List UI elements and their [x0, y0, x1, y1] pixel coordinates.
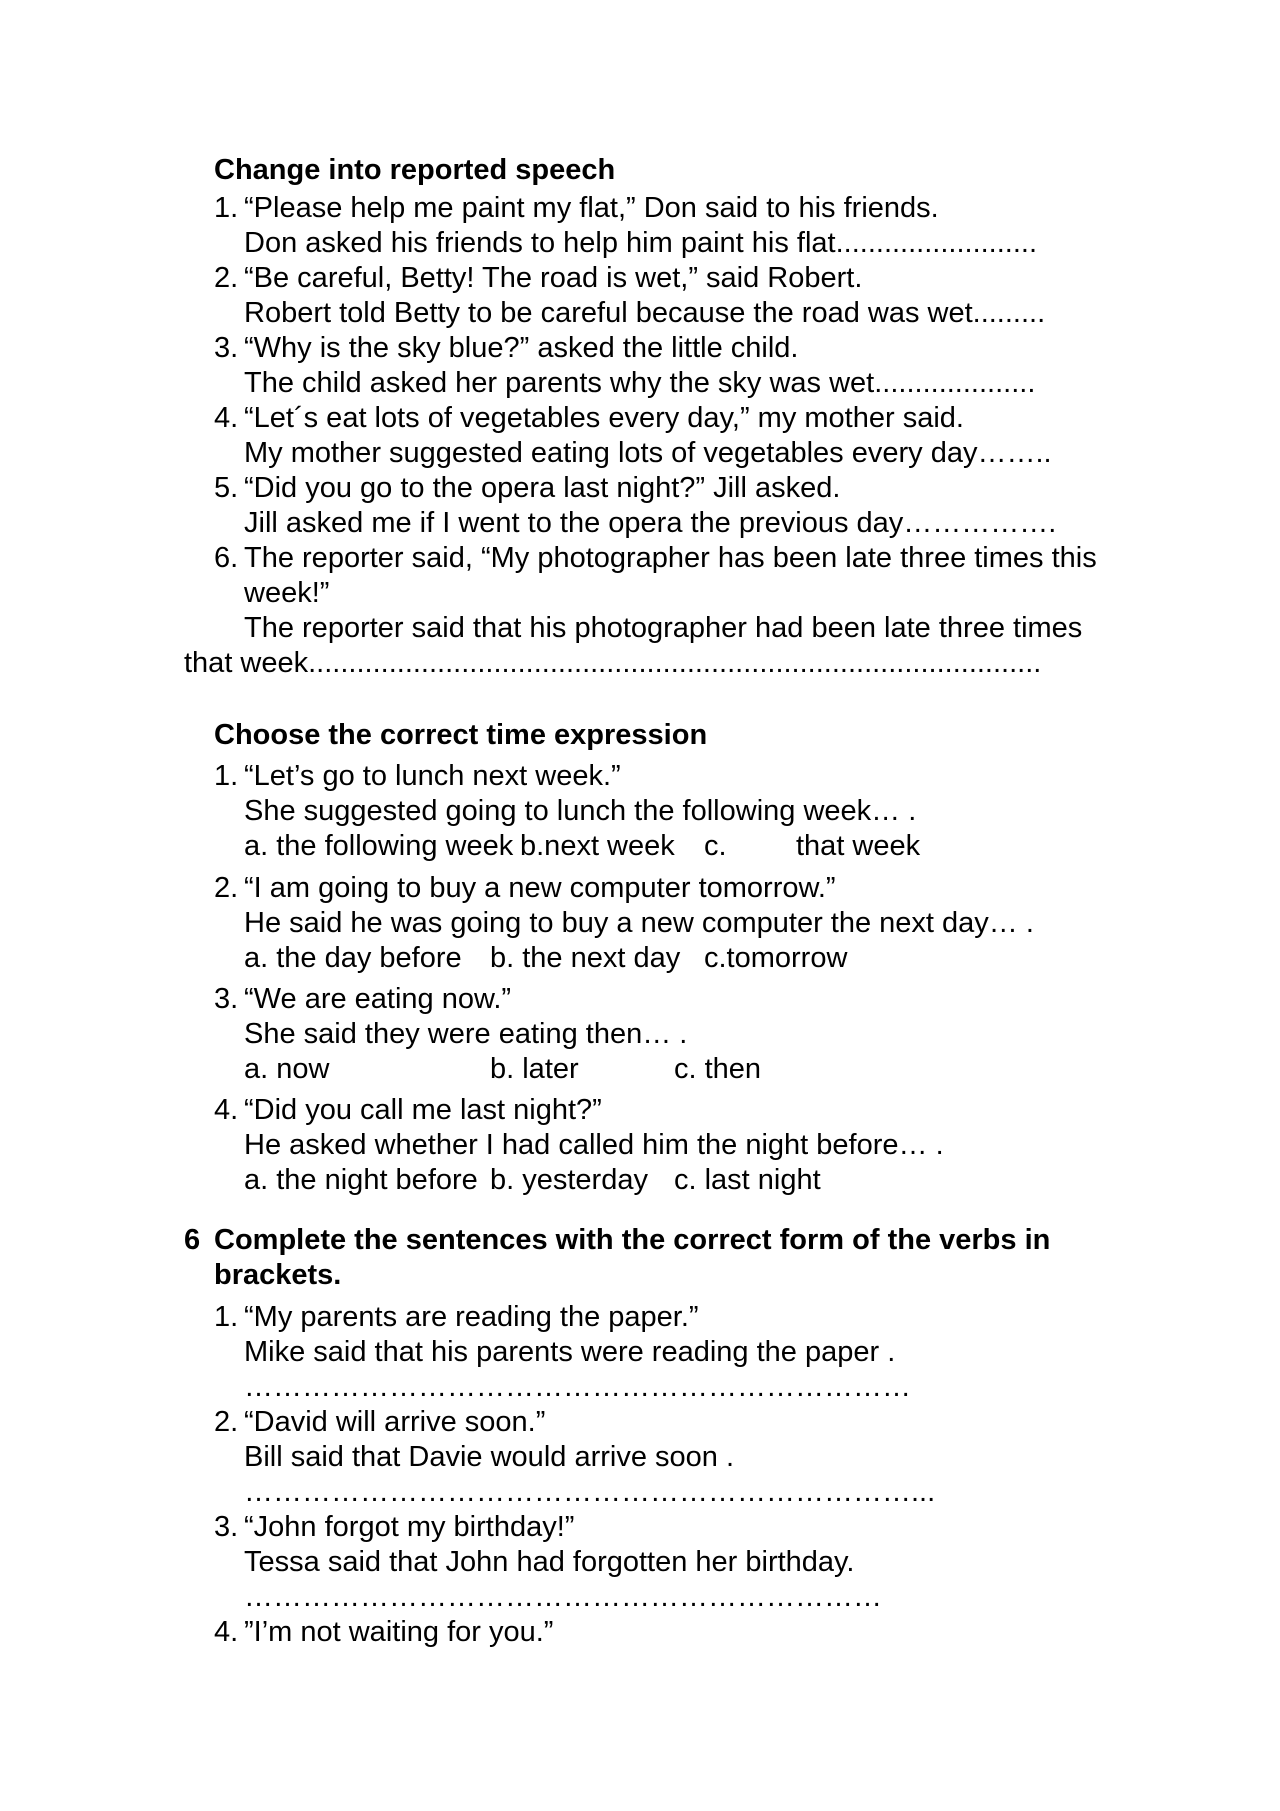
s2-item3-answer: She said they were eating then… . [244, 1018, 688, 1050]
s1-item2-number: 2. [214, 262, 239, 294]
s2-item2-number: 2. [214, 872, 239, 904]
s1-item3-question: “Why is the sky blue?” asked the little child. [244, 332, 799, 364]
s1-item6-question-cont: week!” [244, 577, 330, 609]
s1-item6-number: 6. [214, 542, 239, 574]
s2-item2-answer: He said he was going to buy a new computer the next day… . [244, 907, 1034, 939]
s1-item3-number: 3. [214, 332, 239, 364]
s1-item4-answer: My mother suggested eating lots of vegetables every day…….. [244, 437, 1052, 469]
s2-item1-option-a: a. the following week [244, 830, 514, 862]
s2-item3-question: “We are eating now.” [244, 983, 512, 1015]
section3-number: 6 [184, 1224, 201, 1256]
section3-title-line1: Complete the sentences with the correct form of the verbs in [214, 1224, 1051, 1256]
s1-item5-number: 5. [214, 472, 239, 504]
s2-item1-option-c-text: that week [796, 830, 921, 862]
s3-item2-answer-line: ……………………………………………………………... [244, 1476, 936, 1508]
s2-item4-option-b: b. yesterday [490, 1164, 648, 1196]
s1-item2-question: “Be careful, Betty! The road is wet,” said Robert. [244, 262, 863, 294]
s2-item2-option-a: a. the day before [244, 942, 462, 974]
s2-item3-option-c: c. then [674, 1053, 762, 1085]
section1-title: Change into reported speech [214, 154, 616, 186]
s2-item4-answer: He asked whether I had called him the night before… . [244, 1129, 944, 1161]
s3-item3-answer-line: ………………………………………………………… [244, 1581, 882, 1613]
s2-item1-number: 1. [214, 760, 239, 792]
s1-item6-question: The reporter said, “My photographer has been late three times this [244, 542, 1097, 574]
s2-item1-answer: She suggested going to lunch the following week… . [244, 795, 917, 827]
s3-item3-answer: Tessa said that John had forgotten her birthday. [244, 1546, 855, 1578]
s1-item2-answer: Robert told Betty to be careful because the road was wet......... [244, 297, 1046, 329]
s1-item1-answer: Don asked his friends to help him paint his flat......................... [244, 227, 1038, 259]
s3-item3-number: 3. [214, 1511, 239, 1543]
s1-item3-answer: The child asked her parents why the sky was wet.................... [244, 367, 1036, 399]
s1-item1-question: “Please help me paint my flat,” Don said to his friends. [244, 192, 939, 224]
s3-item2-number: 2. [214, 1406, 239, 1438]
s2-item1-question: “Let’s go to lunch next week.” [244, 760, 621, 792]
s3-item2-answer: Bill said that Davie would arrive soon . [244, 1441, 735, 1473]
s2-item2-option-b: b. the next day [490, 942, 681, 974]
s1-item5-question: “Did you go to the opera last night?” Jill asked. [244, 472, 841, 504]
s3-item3-question: “John forgot my birthday!” [244, 1511, 575, 1543]
s2-item4-question: “Did you call me last night?” [244, 1094, 602, 1126]
s2-item1-option-b: b.next week [520, 830, 675, 862]
s3-item1-answer-line: …………………………………………………………… [244, 1371, 911, 1403]
s2-item3-option-b: b. later [490, 1053, 579, 1085]
s2-item1-option-c: c. [704, 830, 727, 862]
s2-item4-number: 4. [214, 1094, 239, 1126]
section3-title-line2: brackets. [214, 1259, 342, 1291]
s2-item4-option-a: a. the night before [244, 1164, 478, 1196]
s2-item2-option-c: c.tomorrow [704, 942, 848, 974]
s1-item4-number: 4. [214, 402, 239, 434]
section2-title: Choose the correct time expression [214, 719, 708, 751]
s2-item2-question: “I am going to buy a new computer tomorrow.” [244, 872, 836, 904]
s3-item1-answer: Mike said that his parents were reading the paper . [244, 1336, 896, 1368]
s3-item2-question: “David will arrive soon.” [244, 1406, 546, 1438]
s3-item4-number: 4. [214, 1616, 239, 1648]
s2-item3-option-a: a. now [244, 1053, 330, 1085]
s2-item3-number: 3. [214, 983, 239, 1015]
s3-item1-question: “My parents are reading the paper.” [244, 1301, 699, 1333]
s1-item6-answer: The reporter said that his photographer had been late three times [244, 612, 1083, 644]
s2-item4-option-c: c. last night [674, 1164, 821, 1196]
s3-item1-number: 1. [214, 1301, 239, 1333]
s1-item6-answer-cont: that week........................................................................................... [184, 647, 1042, 679]
s1-item1-number: 1. [214, 192, 239, 224]
s1-item4-question: “Let´s eat lots of vegetables every day,” my mother said. [244, 402, 964, 434]
s1-item5-answer: Jill asked me if I went to the opera the previous day……………. [244, 507, 1057, 539]
s3-item4-question: ”I’m not waiting for you.” [244, 1616, 554, 1648]
